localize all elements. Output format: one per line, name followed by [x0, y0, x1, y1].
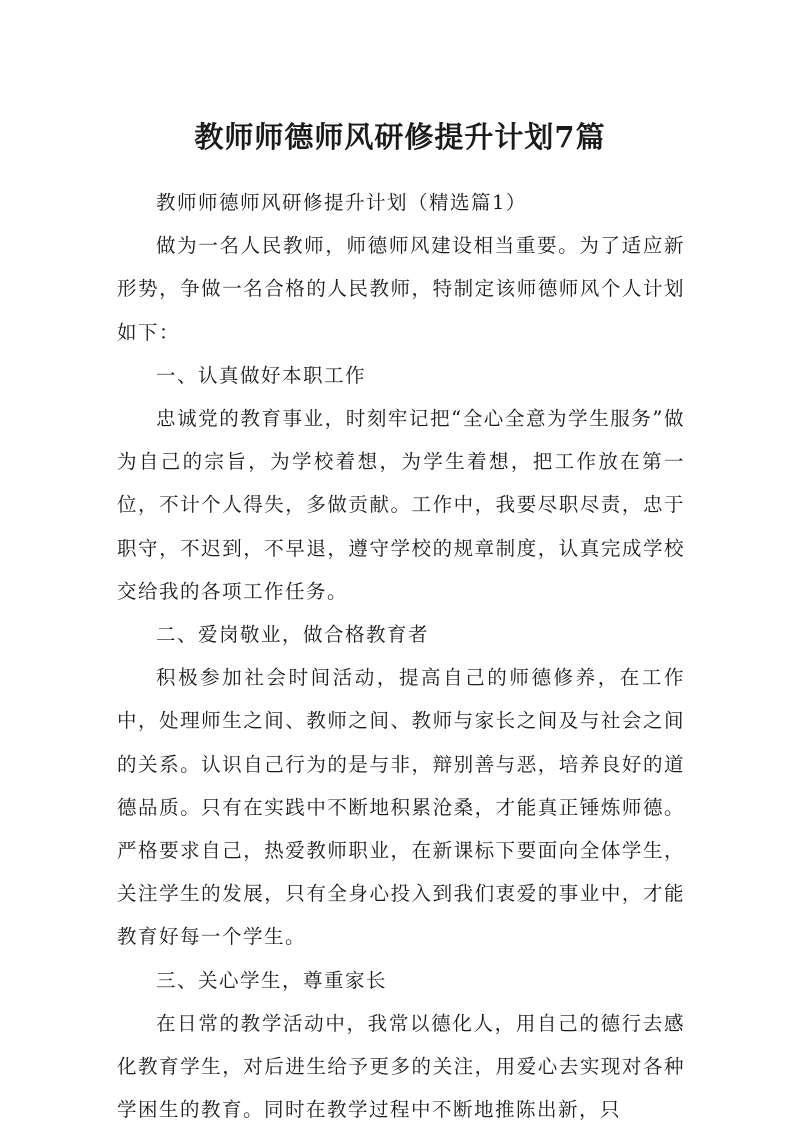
paragraph: 做为一名人民教师，师德师风建设相当重要。为了适应新形势，争做一名合格的人民教师，特制定该师德师风个人计划如下： [117, 234, 685, 344]
section-heading: 三、关心学生，尊重家长 [156, 968, 388, 992]
section-heading: 一、认真做好本职工作 [156, 363, 367, 387]
paragraph: 在日常的教学活动中，我常以德化人，用自己的德行去感化教育学生，对后进生给予更多的关注，用爱心去实现对各种学困生的教育。同时在教学过程中不断地推陈出新，只 [117, 1011, 685, 1122]
document-title: 教师师德师风研修提升计划7篇 [194, 120, 606, 155]
section-heading: 二、爱岗敬业，做合格教育者 [156, 623, 430, 647]
paragraph: 忠诚党的教育事业，时刻牢记把“全心全意为学生服务”做为自己的宗旨，为学校着想，为学生着想，把工作放在第一位，不计个人得失，多做贡献。工作中，我要尽职尽责，忠于职守，不迟到，不早退，遵守学校的规章制度，认真完成学校交给我的各项工作任务。 [117, 407, 685, 603]
paragraph: 积极参加社会时间活动，提高自己的师德修养，在工作中，处理师生之间、教师之间、教师与家长之间及与社会之间的关系。认识自己行为的是与非，辩别善与恶，培养良好的道德品质。只有在实践中不断地积累沧桑，才能真正锤炼师德。严格要求自己，热爱教师职业，在新课标下要面向全体学生，关注学生的发展，只有全身心投入到我们衷爱的事业中，才能教育好每一个学生。 [117, 666, 685, 949]
section-heading: 教师师德师风研修提升计划（精选篇1） [156, 191, 527, 214]
document-body [117, 181, 685, 1131]
